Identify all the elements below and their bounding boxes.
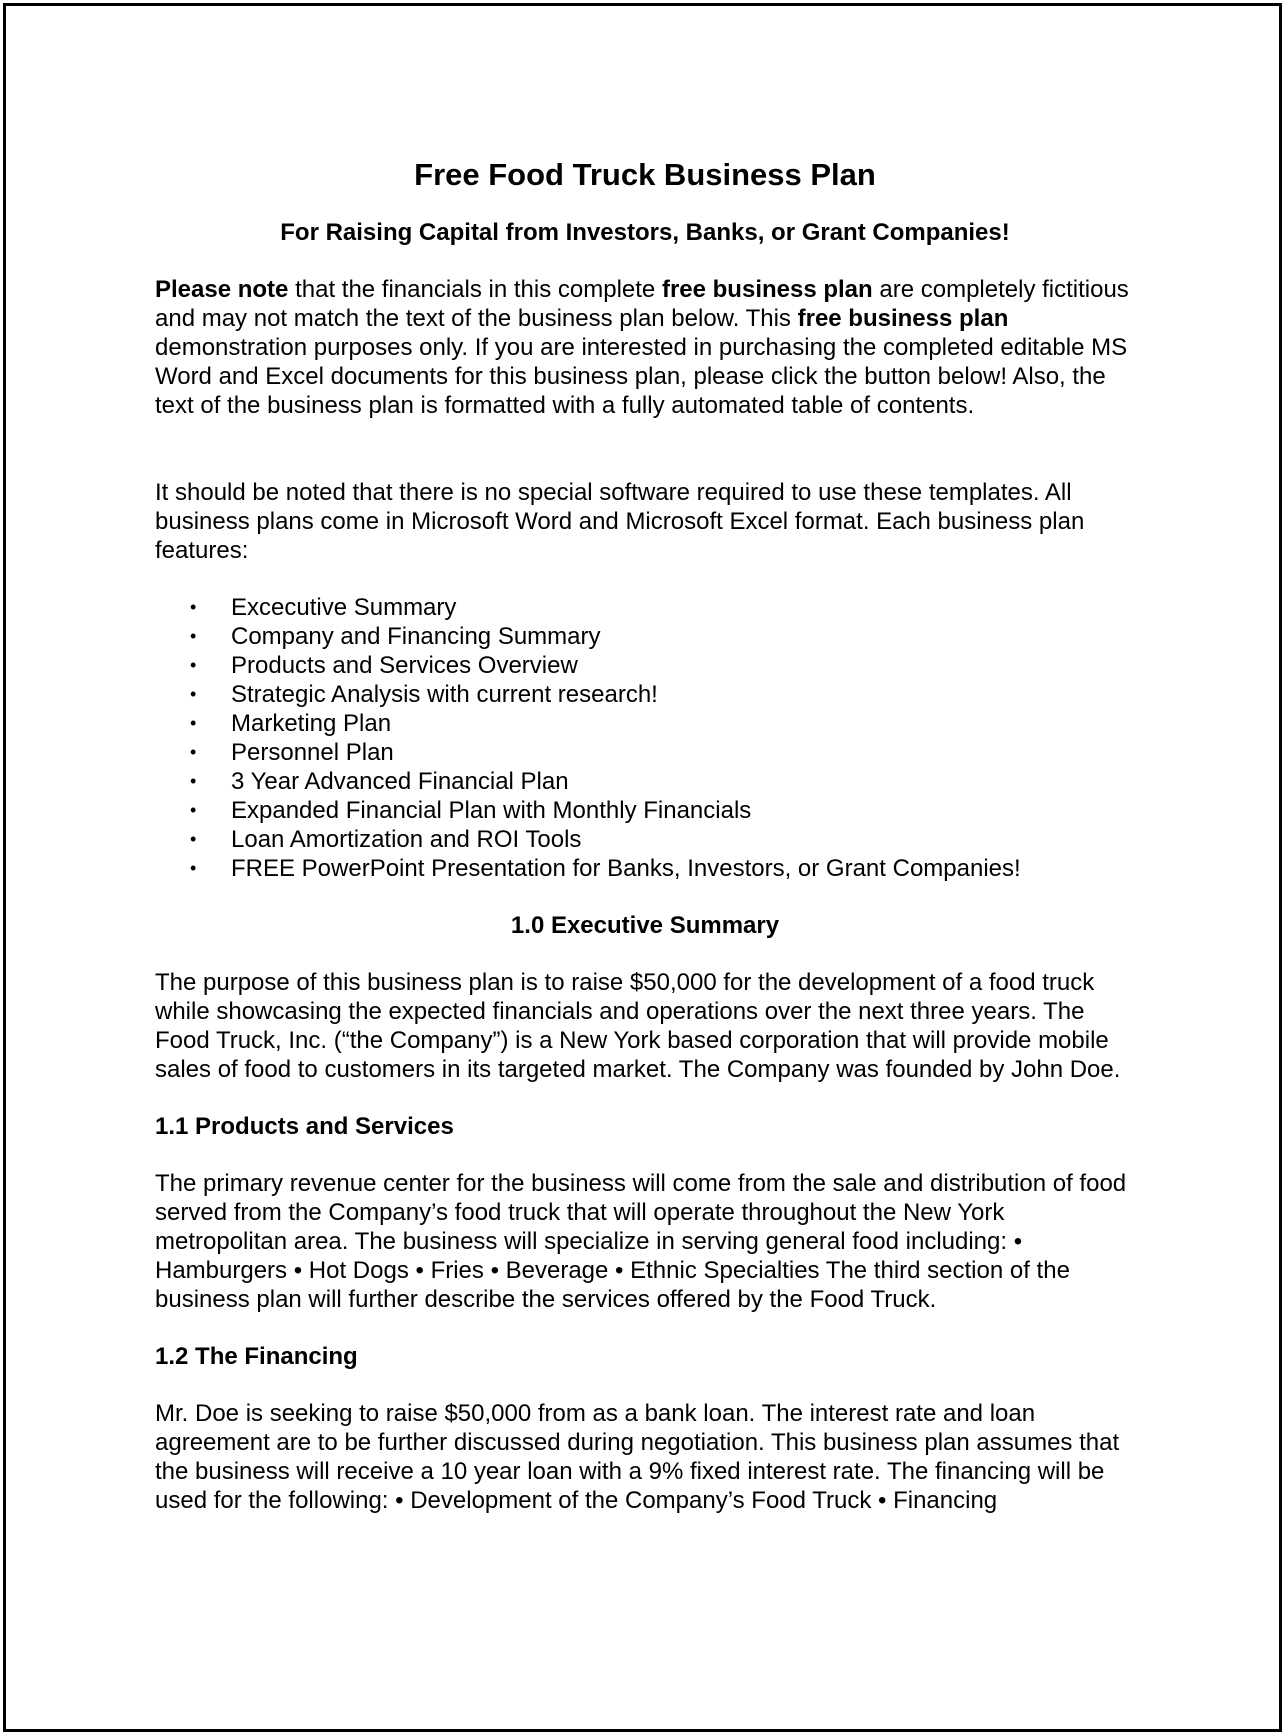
executive-summary-heading: 1.0 Executive Summary (510, 912, 780, 939)
features-list (155, 593, 1135, 883)
document-title: Free Food Truck Business Plan (414, 157, 876, 192)
list-item (155, 622, 1135, 651)
bullet-icon: • (190, 684, 197, 704)
list-item-text: Marketing Plan (231, 710, 392, 737)
software-paragraph: It should be noted that there is no special software required to use these templates. All business plans come in Microsoft Word and Microsoft Excel format. Each business plan features: (155, 479, 1085, 564)
products-services-heading: 1.1 Products and Services (155, 1113, 454, 1140)
bullet-icon: • (190, 655, 197, 675)
list-item (155, 854, 1135, 883)
bullet-icon: • (190, 771, 197, 791)
bullet-icon: • (190, 713, 197, 733)
note-text-1: that the financials in this complete (288, 276, 662, 303)
list-item-text: Strategic Analysis with current research! (231, 681, 658, 708)
bullet-icon: • (190, 858, 197, 878)
bullet-icon: • (190, 829, 197, 849)
list-item (155, 651, 1135, 680)
list-item-text: FREE PowerPoint Presentation for Banks, Investors, or Grant Companies! (231, 855, 1021, 882)
list-item (155, 680, 1135, 709)
document-body (155, 150, 1135, 1515)
financing-body: Mr. Doe is seeking to raise $50,000 from as a bank loan. The interest rate and loan agreement are to be further discussed during negotiation. This business plan assumes that the business will receive a 10 year loan with a 9% fixed interest rate. The financing will be used for the following: • Development of the Company’s Food Truck • Financing (155, 1400, 1120, 1514)
note-paragraph (155, 275, 1135, 420)
executive-summary-body: The purpose of this business plan is to raise $50,000 for the development of a food truck while showcasing the expected financials and operations over the next three years. The Food Truck, Inc. (“the Company”) is a New York based corporation that will provide mobile sales of food to customers in its targeted market. The Company was founded by John Doe. (155, 969, 1121, 1083)
note-bold-1: Please note (155, 276, 289, 303)
list-item-text: Excecutive Summary (231, 594, 457, 621)
bullet-icon: • (190, 800, 197, 820)
list-item-text: Products and Services Overview (231, 652, 578, 679)
list-item (155, 767, 1135, 796)
list-item-text: Loan Amortization and ROI Tools (231, 826, 582, 853)
note-text-3: demonstration purposes only. If you are interested in purchasing the completed editable MS Word and Excel documents for this business plan, please click the button below! Also, the text of the business plan is formatted with a fully automated table of contents. (155, 334, 1128, 419)
list-item (155, 709, 1135, 738)
list-item (155, 796, 1135, 825)
list-item-text: 3 Year Advanced Financial Plan (231, 768, 569, 795)
list-item (155, 738, 1135, 767)
products-services-body: The primary revenue center for the business will come from the sale and distribution of food served from the Company’s food truck that will operate throughout the New York metropolitan area. The business will specialize in serving general food including: • Hamburgers • Hot Dogs • Fries • Beverage • Ethnic Specialties The third section of the business plan will further describe the services offered by the Food Truck. (155, 1170, 1127, 1313)
note-bold-3: free business plan (797, 305, 1009, 332)
list-item-text: Personnel Plan (231, 739, 394, 766)
list-item-text: Company and Financing Summary (231, 623, 601, 650)
list-item (155, 825, 1135, 854)
list-item (155, 593, 1135, 622)
note-bold-2: free business plan (661, 276, 873, 303)
note-text-2: are completely fictitious and may not match the text of the business plan below. This (155, 276, 1129, 332)
financing-heading: 1.2 The Financing (155, 1343, 358, 1370)
list-item-text: Expanded Financial Plan with Monthly Financials (231, 797, 752, 824)
bullet-icon: • (190, 626, 197, 646)
document-subtitle: For Raising Capital from Investors, Banks, or Grant Companies! (280, 219, 1010, 246)
bullet-icon: • (190, 742, 197, 762)
bullet-icon: • (190, 597, 197, 617)
